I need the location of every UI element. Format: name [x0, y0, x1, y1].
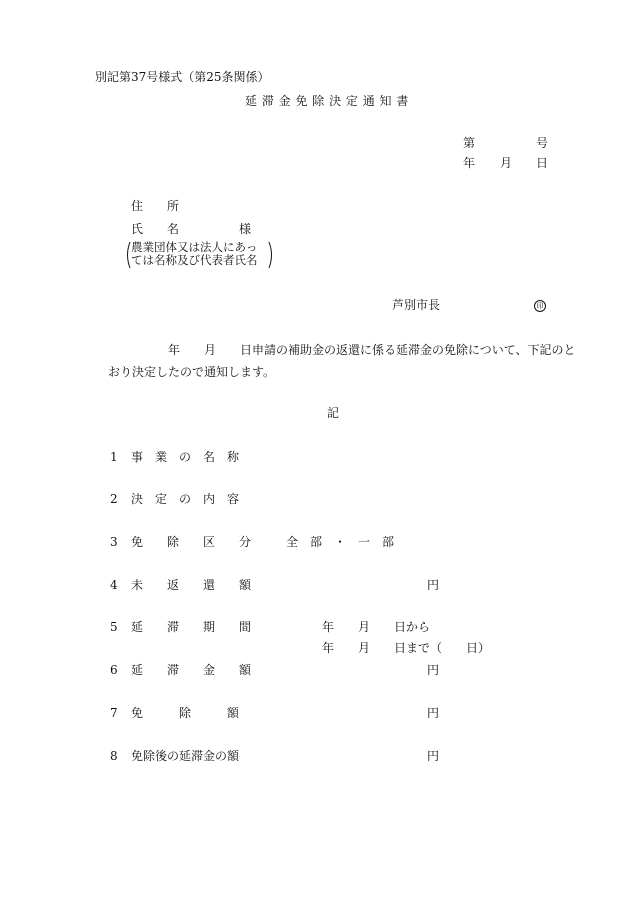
yen-unit: 円: [427, 578, 440, 592]
item-label: 免除後の延滞金の額: [131, 749, 240, 763]
organization-note-line1: 農業団体又は法人にあっ: [131, 240, 258, 254]
body-line2: おり決定したので通知します。: [108, 365, 276, 379]
period-to: 年 月 日まで（ 日）: [322, 641, 491, 655]
item-label: 事 業 の 名 称: [131, 450, 240, 464]
yen-unit: 円: [427, 706, 440, 720]
doc-number-go: 号: [536, 136, 549, 150]
name-label: 氏 名: [131, 222, 180, 236]
exemption-type-value: 全 部 ・ 一 部: [286, 535, 395, 549]
item-label: 決 定 の 内 容: [131, 492, 240, 506]
honorific-sama: 様: [239, 222, 252, 236]
item-number: 1: [110, 450, 118, 464]
yen-unit: 円: [427, 663, 440, 677]
item-number: 4: [110, 578, 118, 592]
seal-icon: 印: [534, 300, 546, 312]
item-label: 延 滞 期 間: [131, 620, 252, 634]
address-label: 住 所: [131, 199, 180, 213]
item-number: 8: [110, 749, 118, 763]
item-label: 未 返 還 額: [131, 578, 252, 592]
period-from: 年 月 日から: [322, 620, 431, 634]
right-bracket-icon: [267, 241, 275, 269]
item-label: 免 除 額: [131, 706, 240, 720]
yen-unit: 円: [427, 749, 440, 763]
date-day: 日: [536, 156, 549, 170]
issuer-mayor: 芦別市長: [392, 298, 441, 312]
item-number: 2: [110, 492, 118, 506]
body-line1: 年 月 日申請の補助金の返還に係る延滞金の免除について、下記のと: [168, 343, 576, 357]
doc-number-dai: 第: [463, 136, 476, 150]
item-number: 6: [110, 663, 118, 677]
document-title: 延 滞 金 免 除 決 定 通 知 書: [245, 94, 409, 108]
item-label: 延 滞 金 額: [131, 663, 252, 677]
date-month: 月: [500, 156, 513, 170]
form-number-label: 別記第37号様式（第25条関係）: [95, 70, 270, 84]
item-number: 5: [110, 620, 118, 634]
ki-heading: 記: [327, 406, 340, 420]
item-number: 7: [110, 706, 118, 720]
date-year: 年: [463, 156, 476, 170]
item-label: 免 除 区 分: [131, 535, 252, 549]
item-number: 3: [110, 535, 118, 549]
organization-note-line2: ては名称及び代表者氏名: [131, 253, 258, 267]
